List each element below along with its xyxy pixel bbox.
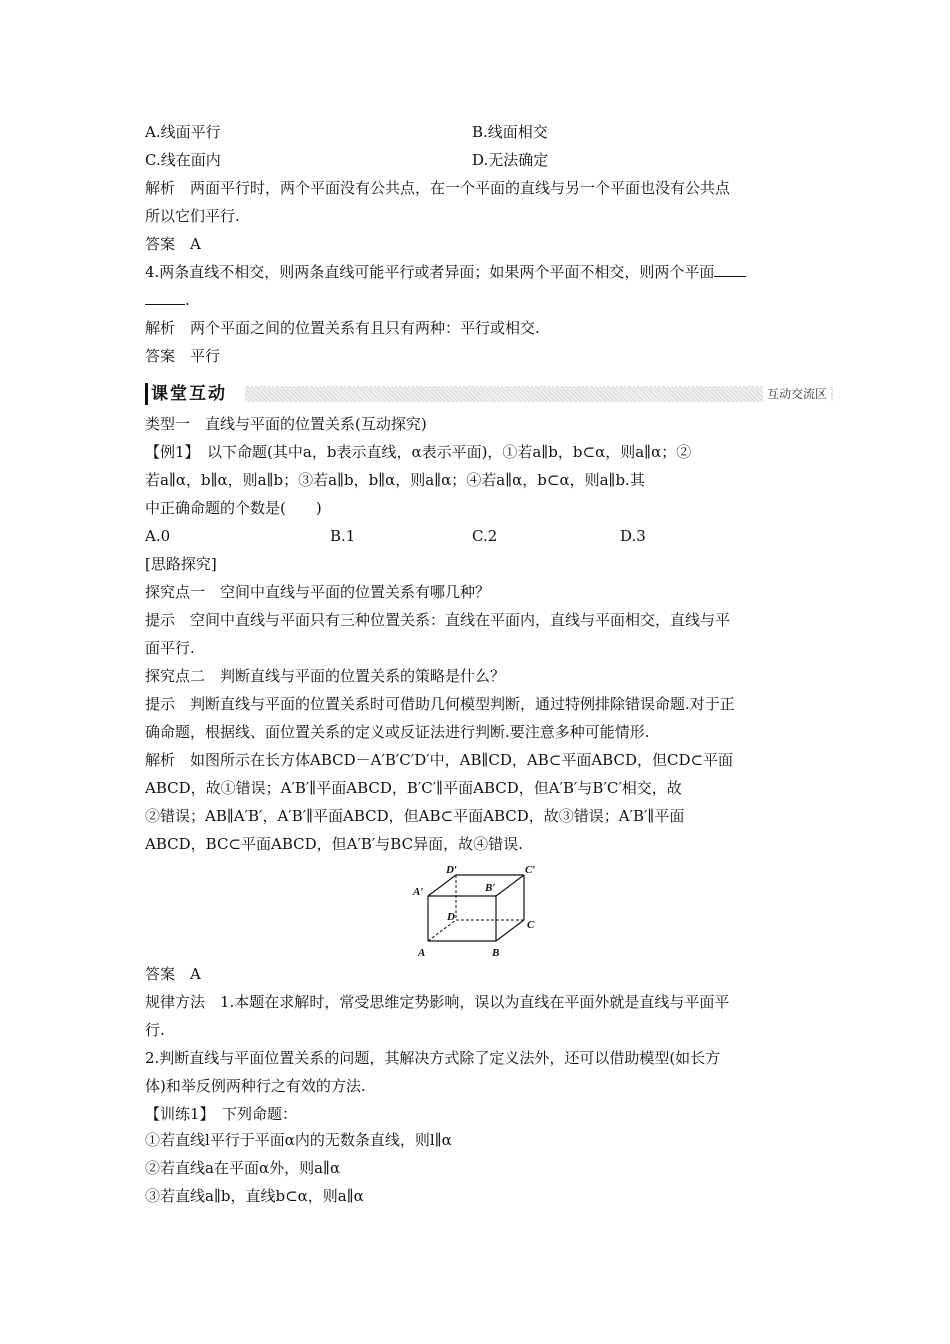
solution-line3: ②错误；AB∥A′B′，A′B′∥平面ABCD，但AB⊂平面ABCD，故③错误；A′B′∥平面	[145, 807, 685, 825]
q3-option-a: A.线面平行	[145, 123, 221, 141]
hint1-line2: 面平行.	[145, 639, 195, 657]
training1-item2: ②若直线a在平面α外，则a∥α	[145, 1159, 341, 1177]
q3-analysis-line2: 所以它们平行.	[145, 207, 240, 225]
hint2-line1: 提示 判断直线与平面的位置关系时可借助几何模型判断，通过特例排除错误命题.对于正	[145, 695, 735, 713]
q4-answer: 答案 平行	[145, 347, 221, 365]
solution-line4: ABCD，BC⊂平面ABCD，但A′B′与BC异面，故④错误.	[145, 835, 523, 853]
example1-line2: 若a∥α，b∥α，则a∥b；③若a∥b，b∥α，则a∥α；④若a∥α，b⊂α，则a∥b.其	[145, 471, 645, 489]
training1-item3: ③若直线a∥b，直线b⊂α，则a∥α	[145, 1187, 364, 1205]
label-D: D	[447, 911, 455, 923]
method-line2: 行.	[145, 1021, 165, 1039]
hint2-line2: 确命题，根据线、面位置关系的定义或反证法进行判断.要注意多种可能情形.	[145, 723, 650, 741]
banner-stripe	[245, 386, 833, 402]
example1-option-c: C.2	[472, 527, 498, 545]
edge-AD-hidden	[428, 920, 456, 941]
method-line3: 2.判断直线与平面位置关系的问题，其解决方式除了定义法外，还可以借助模型(如长方	[145, 1049, 721, 1067]
q3-answer: 答案 A	[145, 235, 201, 253]
method-line4: 体)和举反例两种行之有效的方法.	[145, 1077, 366, 1095]
training1-item1: ①若直线l平行于平面α内的无数条直线，则l∥α	[145, 1131, 452, 1149]
q3-option-d: D.无法确定	[472, 151, 549, 169]
label-A: A	[418, 947, 426, 958]
example1-option-d: D.3	[620, 527, 646, 545]
hint1-line1: 提示 空间中直线与平面只有三种位置关系：直线在平面内，直线与平面相交，直线与平	[145, 611, 731, 629]
label-D1: D′	[446, 864, 458, 876]
explore-point2: 探究点二 判断直线与平面的位置关系的策略是什么？	[145, 667, 506, 685]
label-A1: A′	[413, 886, 424, 898]
label-C: C	[527, 919, 535, 931]
edge-B1C1	[496, 875, 524, 896]
label-B: B	[492, 947, 500, 958]
q3-option-c: C.线在面内	[145, 151, 221, 169]
banner-tag: 互动交流区	[763, 386, 831, 402]
solution-line2: ABCD，故①错误；A′B′∥平面ABCD，B′C′∥平面ABCD，但A′B′与B′C′相交，故	[145, 779, 682, 797]
section-banner	[145, 383, 833, 405]
edge-BC	[496, 920, 524, 941]
q4-analysis: 解析 两个平面之间的位置关系有且只有两种：平行或相交.	[145, 319, 540, 337]
banner-bar	[145, 383, 148, 405]
example1-answer: 答案 A	[145, 965, 201, 983]
cuboid-figure	[408, 862, 546, 958]
q4-stem-line1	[145, 262, 746, 282]
example1-line1: 【例1】 以下命题(其中a，b表示直线，α表示平面)，①若a∥b，b⊂α，则a∥α；②	[145, 443, 692, 461]
banner-title: 课堂互动	[151, 384, 227, 404]
example1-line3: 中正确命题的个数是( )	[145, 499, 322, 517]
q4-blank-part1	[714, 262, 746, 277]
example1-option-a: A.0	[145, 527, 171, 545]
q4-stem-end: .	[185, 291, 190, 309]
q4-stem-text: 4.两条直线不相交，则两条直线可能平行或者异面；如果两个平面不相交，则两个平面	[145, 263, 715, 281]
q3-option-b: B.线面相交	[472, 123, 548, 141]
type1-heading: 类型一 直线与平面的位置关系(互动探究)	[145, 415, 427, 433]
explore-point1: 探究点一 空间中直线与平面的位置关系有哪几种？	[145, 583, 491, 601]
example1-option-b: B.1	[330, 527, 356, 545]
q4-stem-line2	[145, 290, 190, 310]
q3-analysis-line1: 解析 两面平行时，两个平面没有公共点，在一个平面的直线与另一个平面也没有公共点	[145, 179, 731, 197]
q4-blank-part2	[145, 290, 185, 305]
solution-line1: 解析 如图所示在长方体ABCD－A′B′C′D′中，AB∥CD，AB⊂平面ABCD，但CD⊂平面	[145, 751, 734, 769]
explore-title: [思路探究]	[145, 555, 217, 573]
label-C1: C′	[525, 864, 536, 876]
method-line1: 规律方法 1.本题在求解时，常受思维定势影响，误以为直线在平面外就是直线与平面平	[145, 993, 730, 1011]
edge-A1D1	[428, 875, 456, 896]
training1-title: 【训练1】 下列命题：	[145, 1105, 298, 1123]
label-B1: B′	[485, 882, 496, 894]
